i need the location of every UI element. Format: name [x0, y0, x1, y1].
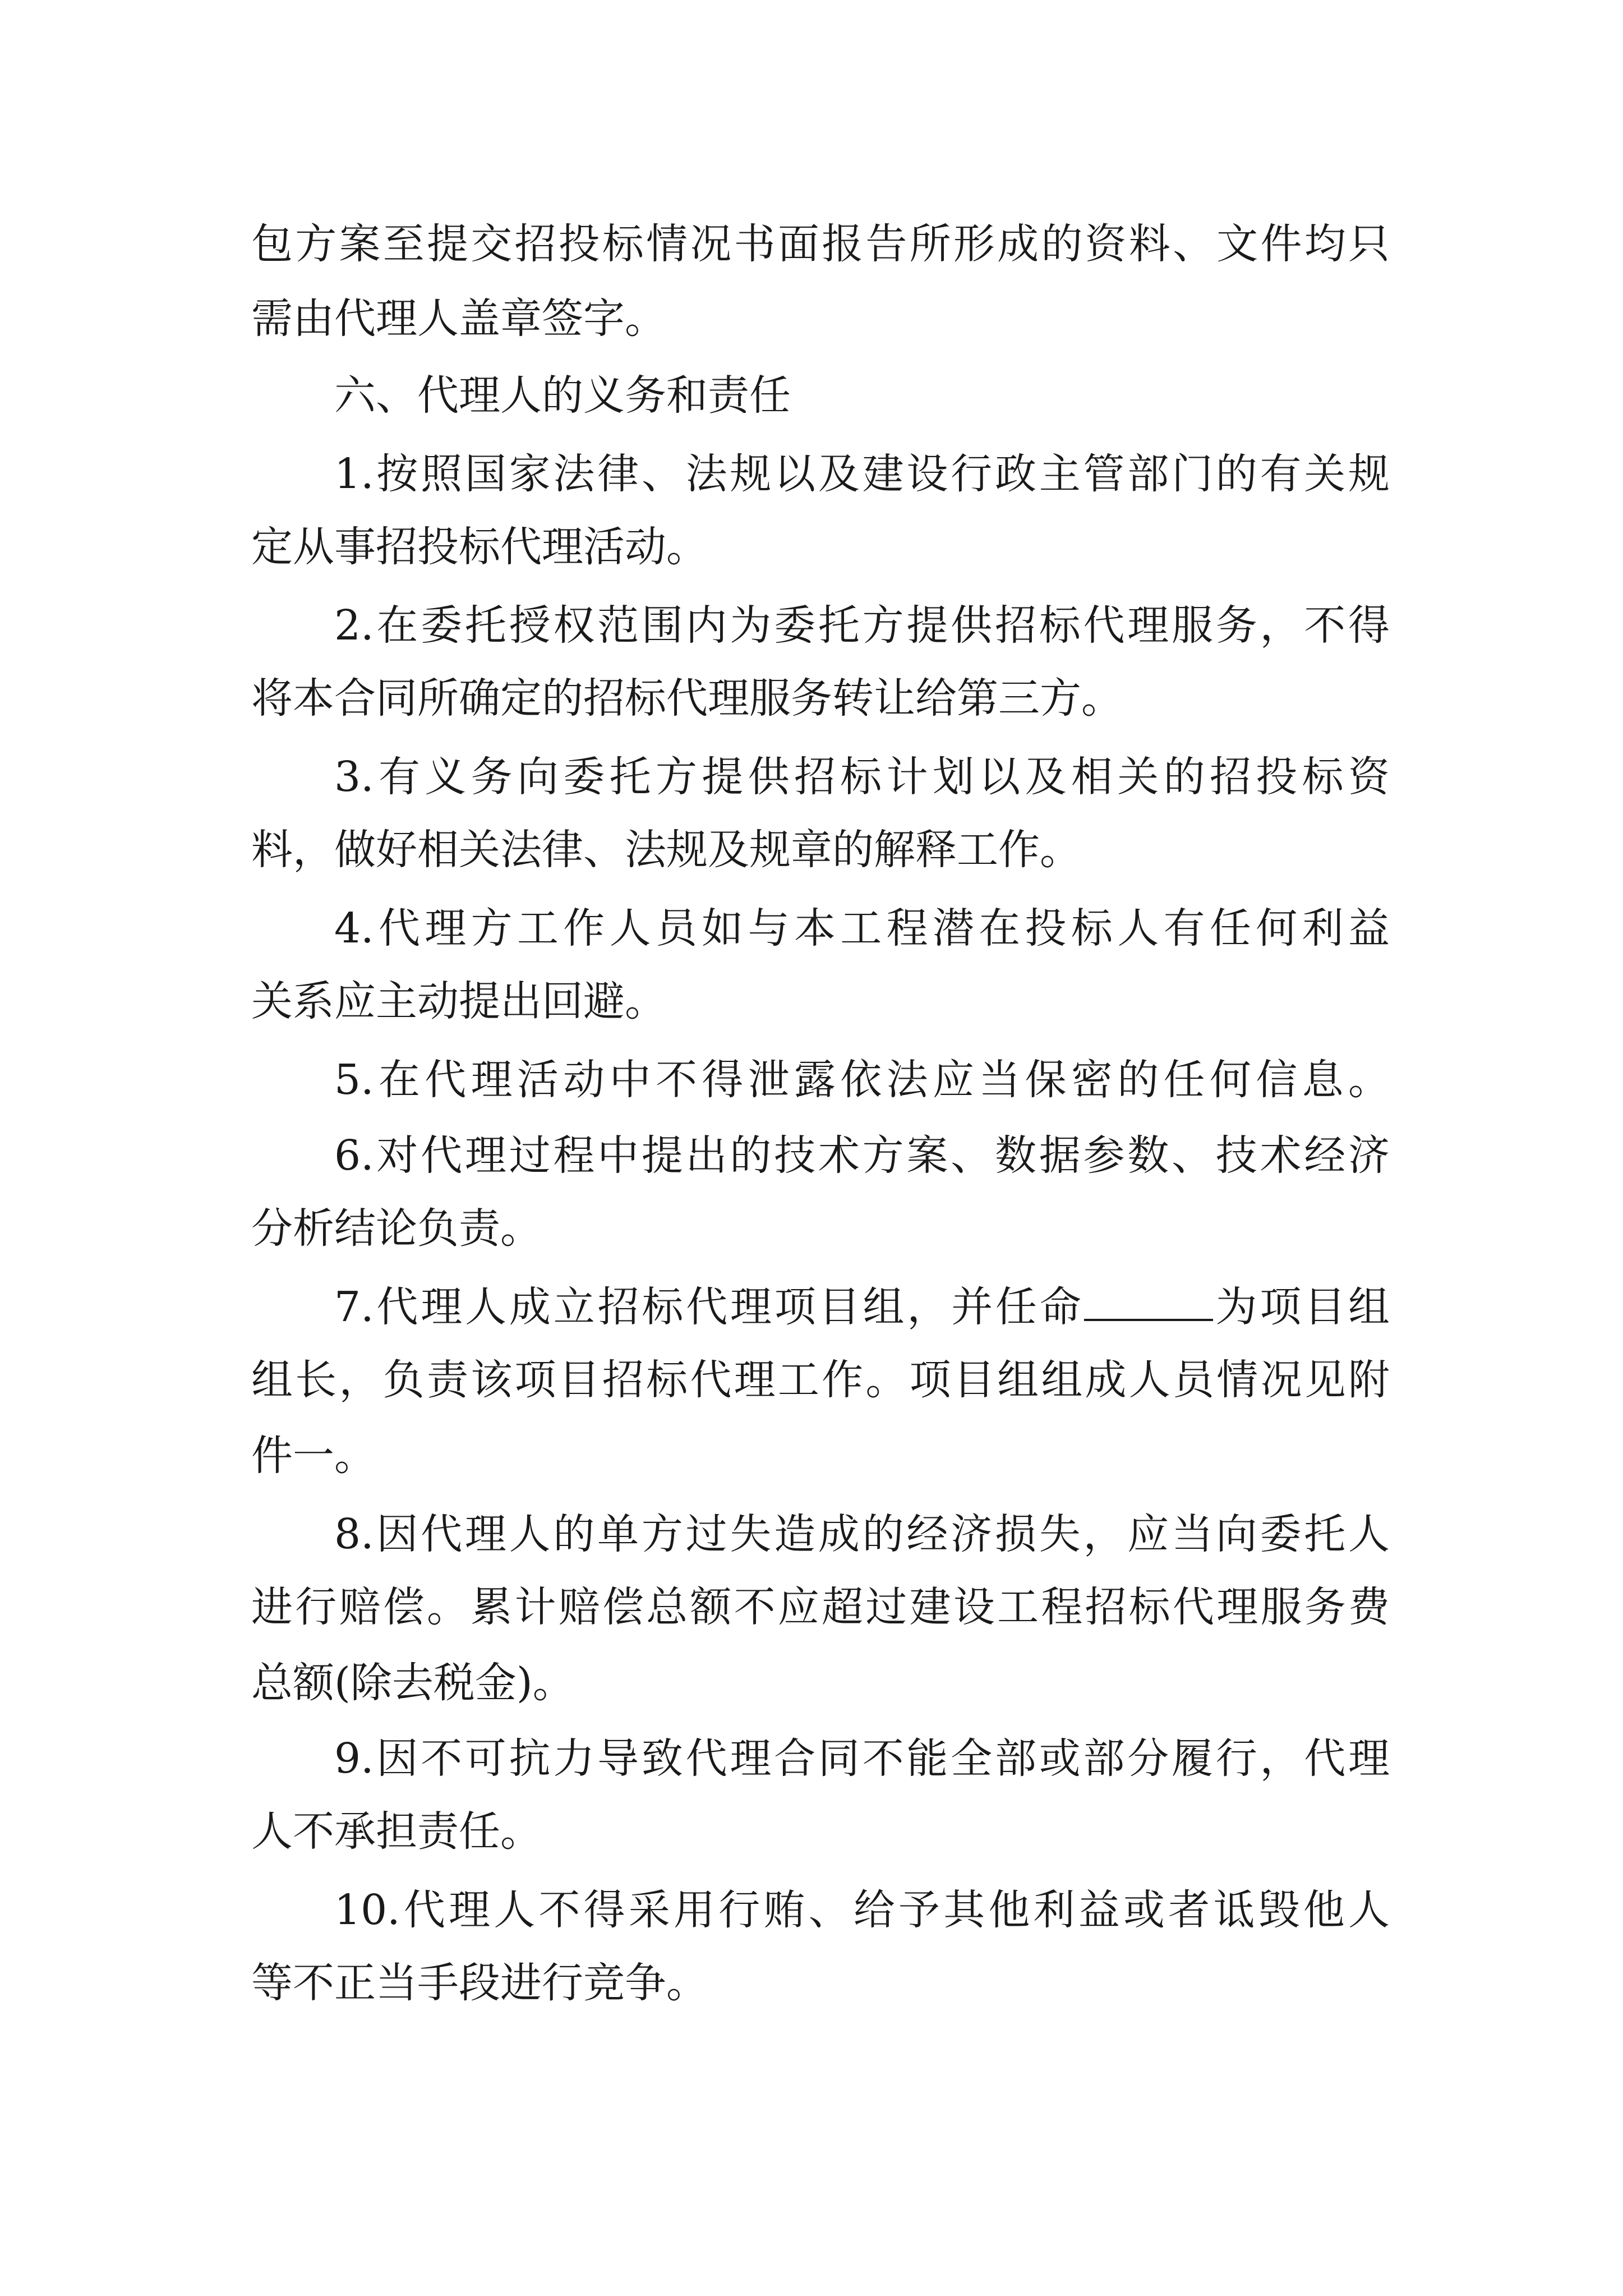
text-line: 需由代理人盖章签字。	[251, 295, 666, 343]
text-line: 8.因代理人的单方过失造成的经济损失，应当向委托人	[334, 1510, 1390, 1558]
text-line: 分析结论负责。	[251, 1204, 542, 1253]
text-line: 件一。	[251, 1432, 376, 1480]
text-line: 9.因不可抗力导致代理合同不能全部或部分履行，代理	[334, 1734, 1390, 1783]
section-heading: 六、代理人的义务和责任	[334, 371, 791, 420]
text-line: 将本合同所确定的招标代理服务转让给第三方。	[251, 674, 1123, 723]
text-line: 6.对代理过程中提出的技术方案、数据参数、技术经济	[334, 1131, 1390, 1180]
text-line: 2.在委托授权范围内为委托方提供招标代理服务，不得	[334, 601, 1390, 650]
text-line-with-blank	[334, 1276, 1390, 1338]
text-line: 5.在代理活动中不得泄露依法应当保密的任何信息。	[334, 1056, 1390, 1104]
text-line: 1.按照国家法律、法规以及建设行政主管部门的有关规	[334, 450, 1390, 498]
blank-fill-line	[1084, 1284, 1213, 1321]
text-line: 总额(除去税金)。	[251, 1659, 574, 1707]
text-line: 3.有义务向委托方提供招标计划以及相关的招投标资	[334, 753, 1390, 801]
text-line: 人不承担责任。	[251, 1807, 542, 1856]
text-line: 等不正当手段进行竞争。	[251, 1959, 708, 2007]
text-line: 进行赔偿。累计赔偿总额不应超过建设工程招标代理服务费	[251, 1583, 1390, 1631]
text-line: 包方案至提交招投标情况书面报告所形成的资料、文件均只	[251, 220, 1390, 268]
text-line: 组长，负责该项目招标代理工作。项目组组成人员情况见附	[251, 1356, 1390, 1404]
text-line: 4.代理方工作人员如与本工程潜在投标人有任何利益	[334, 904, 1390, 953]
text-line: 10.代理人不得采用行贿、给予其他利益或者诋毁他人	[334, 1886, 1390, 1934]
text-line: 料，做好相关法律、法规及规章的解释工作。	[251, 826, 1081, 874]
text-line: 关系应主动提出回避。	[251, 977, 666, 1025]
text-segment: 为项目组	[1212, 1283, 1390, 1331]
text-segment: 7.代理人成立招标代理项目组，并任命	[334, 1283, 1084, 1331]
text-line: 定从事招投标代理活动。	[251, 523, 708, 571]
